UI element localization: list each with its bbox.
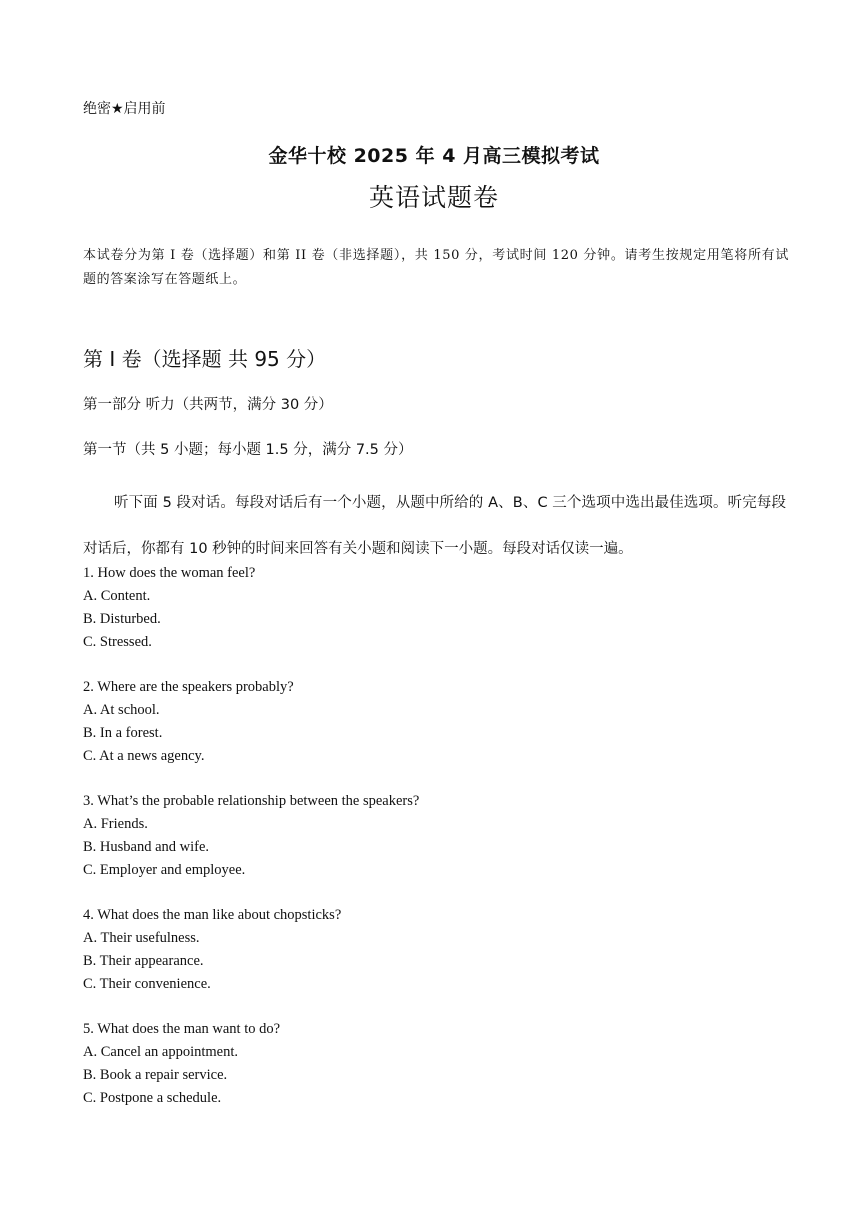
question-stem: 3. What’s the probable relationship between the speakers? <box>83 793 420 809</box>
volume-heading: 第 I 卷（选择题 共 95 分） <box>83 347 327 371</box>
section-heading: 第一节（共 5 小题；每小题 1.5 分，满分 7.5 分） <box>83 442 413 458</box>
question-stem: 5. What does the man want to do? <box>83 1021 281 1037</box>
exam-subtitle: 英语试题卷 <box>368 183 499 212</box>
exam-title: 金华十校 2025 年 4 月高三模拟考试 <box>268 145 600 167</box>
answer-option: C. Their convenience. <box>83 976 211 992</box>
answer-option: C. Employer and employee. <box>83 862 246 878</box>
section-directions: 听下面 5 段对话。每段对话后有一个小题，从题中所给的 A、B、C 三个选项中选出最佳选项。听完每段对话后，你都有 10 秒钟的时间来回答有关小题和阅读下一小题。每段对话仅读一遍。 <box>83 495 786 557</box>
question-stem: 1. How does the woman feel? <box>83 565 256 581</box>
question-item <box>83 1018 419 1110</box>
question-item <box>83 904 419 996</box>
answer-option: B. Their appearance. <box>83 953 204 969</box>
confidential-label: 绝密★启用前 <box>83 101 166 117</box>
answer-option: A. At school. <box>83 702 160 718</box>
answer-option: C. Stressed. <box>83 634 152 650</box>
question-stem: 4. What does the man like about chopsticks? <box>83 907 342 923</box>
answer-option: A. Their usefulness. <box>83 930 200 946</box>
answer-option: A. Cancel an appointment. <box>83 1044 239 1060</box>
exam-instructions: 本试卷分为第 I 卷（选择题）和第 II 卷（非选择题），共 150 分，考试时间 120 分钟。请考生按规定用笔将所有试题的答案涂写在答题纸上。 <box>83 248 789 287</box>
question-stem: 2. Where are the speakers probably? <box>83 679 294 695</box>
answer-option: B. Disturbed. <box>83 611 161 627</box>
part-heading: 第一部分 听力（共两节，满分 30 分） <box>83 397 333 413</box>
answer-option: A. Friends. <box>83 816 148 832</box>
answer-option: B. Husband and wife. <box>83 839 210 855</box>
answer-option: B. Book a repair service. <box>83 1067 228 1083</box>
question-item <box>83 562 419 654</box>
answer-option: C. Postpone a schedule. <box>83 1090 222 1106</box>
answer-option: B. In a forest. <box>83 725 163 741</box>
question-item <box>83 790 419 882</box>
question-list <box>83 562 419 1132</box>
answer-option: C. At a news agency. <box>83 748 205 764</box>
answer-option: A. Content. <box>83 588 151 604</box>
question-item <box>83 676 419 768</box>
